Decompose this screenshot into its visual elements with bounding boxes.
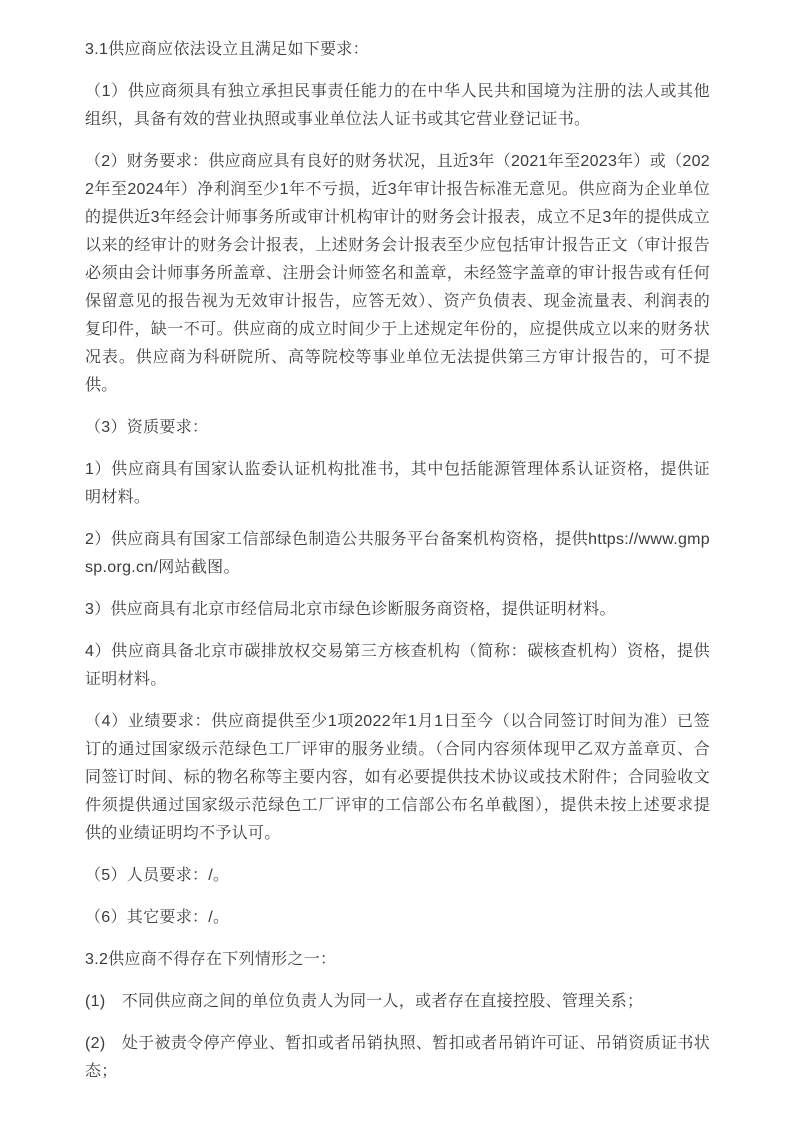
item-5-personnel-requirements: （5）人员要求：/。	[85, 867, 230, 884]
sub-item-4-carbon-verification: 4）供应商具备北京市碳排放权交易第三方核查机构（简称：碳核查机构）资格，提供证明材料。	[85, 643, 710, 688]
item-2-financial-requirements: （2）财务要求：供应商应具有良好的财务状况，且近3年（2021年至2023年）或（2022年至2024年）净利润至少1年不亏损，近3年审计报告标准无意见。供应商为企业单位的提供近3年经会计师事务所或审计机构审计的财务会计报表，成立不足3年的提供成立以来的经审计的财务会计报表，上述财务会计报表至少应包括审计报告正文（审计报告必须由会计师事务所盖章、注册会计师签名和盖章，未经签字盖章的审计报告或有任何保留意见的报告视为无效审计报告，应答无效）、资产负债表、现金流量表、利润表的复印件，缺一不可。供应商的成立时间少于上述规定年份的，应提供成立以来的财务状况表。供应商为科研院所、高等院校等事业单位无法提供第三方审计报告的，可不提供。	[85, 153, 710, 394]
item-4-performance-requirements: （4）业绩要求：供应商提供至少1项2022年1月1日至今（以合同签订时间为准）已签订的通过国家级示范绿色工厂评审的服务业绩。（合同内容须体现甲乙双方盖章页、合同签订时间、标的物名称等主要内容，如有必要提供技术协议或技术附件；合同验收文件须提供通过国家级示范绿色工厂评审的工信部公布名单截图），提供未按上述要求提供的业绩证明均不予认可。	[85, 713, 710, 842]
item-3-qualification-heading: （3）资质要求：	[85, 419, 209, 436]
prohibited-item-1-same-person: (1) 不同供应商之间的单位负责人为同一人，或者存在直接控股、管理关系；	[85, 993, 644, 1010]
sub-item-3-beijing-green-diagnosis: 3）供应商具有北京市经信局北京市绿色诊断服务商资格，提供证明材料。	[85, 601, 616, 618]
prohibited-item-2-suspended-status: (2) 处于被责令停产停业、暂扣或者吊销执照、暂扣或者吊销许可证、吊销资质证书状态；	[85, 1035, 710, 1080]
item-1-legal-status: （1）供应商须具有独立承担民事责任能力的在中华人民共和国境为注册的法人或其他组织，具备有效的营业执照或事业单位法人证书或其它营业登记证书。	[85, 83, 710, 128]
heading-3-1: 3.1供应商应依法设立且满足如下要求：	[85, 41, 369, 58]
sub-item-1-cnca-approval: 1）供应商具有国家认监委认证机构批准书，其中包括能源管理体系认证资格，提供证明材料。	[85, 461, 710, 506]
heading-3-2: 3.2供应商不得存在下列情形之一：	[85, 951, 337, 968]
sub-item-2-gmpsp-platform: 2）供应商具有国家工信部绿色制造公共服务平台备案机构资格，提供https://www.gmpsp.org.cn/网站截图。	[85, 531, 710, 576]
item-6-other-requirements: （6）其它要求：/。	[85, 909, 230, 926]
